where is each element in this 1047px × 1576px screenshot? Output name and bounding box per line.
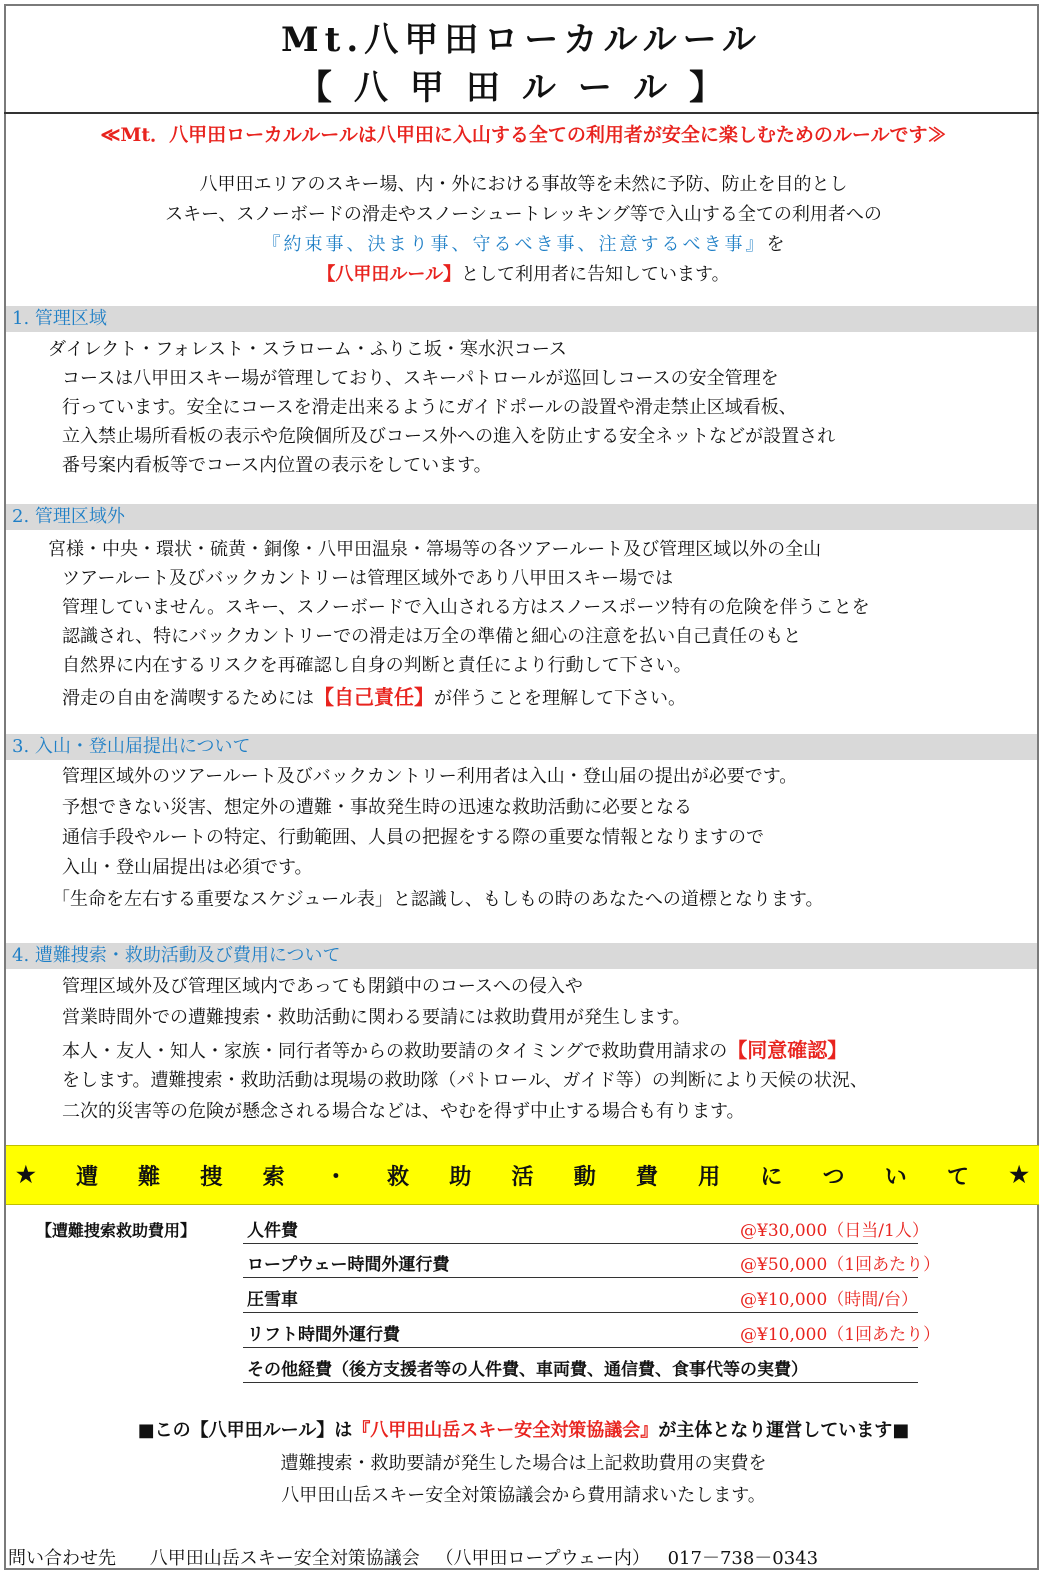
banner-char: ・ <box>324 1163 347 1190</box>
section-4-line: 二次的災害等の危険が懸念される場合などは、やむを得ず中止する場合も有ります。 <box>62 1101 745 1122</box>
section-1-line: コースは八甲田スキー場が管理しており、スキーパトロールが巡回しコースの安全管理を <box>62 368 779 389</box>
star-icon: ★ <box>16 1162 36 1188</box>
banner-char: 用 <box>698 1163 721 1190</box>
self-responsibility: 【自己責任】 <box>314 685 434 709</box>
section-3-heading: 3. 入山・登山届提出について <box>6 734 1037 760</box>
section-1-line: ダイレクト・フォレスト・スラローム・ふりこ坂・寒水沢コース <box>48 339 567 360</box>
banner-char: 動 <box>573 1163 596 1190</box>
fee-amount: @¥30,000（日当/1人） <box>740 1221 929 1241</box>
page-subtitle: 【八甲田ルール】 <box>297 68 746 108</box>
fee-amount: @¥50,000（1回あたり） <box>740 1255 941 1275</box>
fee-row <box>243 1318 941 1348</box>
billing-note: 遭難捜索・救助要請が発生した場合は上記救助費用の実費を <box>280 1453 767 1474</box>
contact-label: 問い合わせ先 <box>8 1548 116 1569</box>
fee-name: ロープウェー時間外運行費 <box>247 1255 450 1275</box>
section-2-line: 宮様・中央・環状・硫黄・銅像・八甲田温泉・箒場等の各ツアールート及び管理区域以外の全山 <box>48 539 822 560</box>
section-3-line: 「生命を左右する重要なスケジュール表」と認識し、もしもの時のあなたへの道標となります。 <box>52 889 824 910</box>
banner-char: に <box>760 1163 783 1190</box>
section-3-line: 入山・登山届提出は必須です。 <box>62 857 313 878</box>
operator-note <box>0 1416 1047 1442</box>
billing-note: 八甲田山岳スキー安全対策協議会から費用請求いたします。 <box>281 1485 766 1506</box>
star-icon: ★ <box>1009 1162 1029 1188</box>
section-4-line: をします。遭難捜索・救助活動は現場の救助隊（パトロール、ガイド等）の判断により天候の状況、 <box>62 1070 868 1091</box>
banner-char: 遭 <box>75 1163 98 1190</box>
operator-suffix: が主体となり運営しています■ <box>658 1420 910 1441</box>
section-2-line: 管理していません。スキー、スノーボードで入山される方はスノースポーツ特有の危険を伴うことを <box>62 597 870 618</box>
page-title: Mt.八甲田ローカルルール <box>281 20 762 60</box>
section-2-last-prefix: 滑走の自由を満喫するためには <box>62 688 314 709</box>
banner-char: 捜 <box>200 1163 223 1190</box>
fee-name: リフト時間外運行費 <box>247 1325 400 1345</box>
section-1-line: 番号案内看板等でコース内位置の表示をしています。 <box>62 455 492 476</box>
banner-char: 索 <box>262 1163 285 1190</box>
rules-phrase: 『約束事、決まり事、守るべき事、注意するべき事』 <box>262 234 767 255</box>
section-1-heading: 1. 管理区域 <box>6 306 1037 332</box>
fee-name: 圧雪車 <box>247 1290 298 1310</box>
section-3-line: 管理区域外のツアールート及びバックカントリー利用者は入山・登山届の提出が必要です。 <box>62 766 798 787</box>
title-box <box>4 4 1039 114</box>
tagline: ≪Mt．八甲田ローカルルールは八甲田に入山する全ての利用者が安全に楽しむためのルールです≫ <box>100 124 947 146</box>
section-1-line: 立入禁止場所看板の表示や危険個所及びコース外への進入を防止する安全ネットなどが設置され <box>62 426 836 447</box>
fee-name: その他経費（後方支援者等の人件費、車両費、通信費、食事代等の実費） <box>247 1360 808 1380</box>
banner-char: 費 <box>635 1163 658 1190</box>
fees-label: 【遭難捜索救助費用】 <box>36 1221 197 1240</box>
intro-line <box>0 230 1047 256</box>
section-4-line <box>62 1038 847 1064</box>
section-2-line: 自然界に内在するリスクを再確認し自身の判断と責任により行動して下さい。 <box>62 655 692 676</box>
section-2-last-suffix: が伴うことを理解して下さい。 <box>434 688 686 709</box>
banner-char: 難 <box>138 1163 161 1190</box>
banner-char: 救 <box>387 1163 410 1190</box>
contact-info <box>8 1544 846 1570</box>
intro-suffix: として利用者に告知しています。 <box>461 264 730 285</box>
fee-row <box>243 1283 918 1313</box>
contact-phone: 017－738－0343 <box>667 1548 819 1569</box>
banner-char: い <box>884 1163 907 1190</box>
banner-char: つ <box>822 1163 845 1190</box>
section-3-line: 予想できない災害、想定外の遭難・事故発生時の迅速な救助活動に必要となる <box>62 797 692 818</box>
section-2-heading: 2. 管理区域外 <box>6 504 1037 530</box>
banner-char: 活 <box>511 1163 534 1190</box>
section-2-line: ツアールート及びバックカントリーは管理区域外であり八甲田スキー場では <box>62 568 674 589</box>
intro-line: 八甲田エリアのスキー場、内・外における事故等を未然に予防、防止を目的とし <box>199 174 848 195</box>
fee-name: 人件費 <box>247 1221 298 1241</box>
operator-prefix: ■この【八甲田ルール】は <box>137 1420 353 1441</box>
section-2-line: 認識され、特にバックカントリーでの滑走は万全の準備と細心の注意を払い自己責任のもと <box>62 626 802 647</box>
section-2-line <box>62 685 686 711</box>
section-1-line: 行っています。安全にコースを滑走出来るようにガイドポールの設置や滑走禁止区域看板、 <box>62 397 797 418</box>
fee-amount: @¥10,000（1回あたり） <box>740 1325 941 1345</box>
council-name: 『八甲田山岳スキー安全対策協議会』 <box>352 1420 659 1441</box>
intro-line <box>0 260 1047 286</box>
intro-line: スキー、スノーボードの滑走やスノーシュートレッキング等で入山する全ての利用者への <box>165 204 882 225</box>
section-3-line: 通信手段やルートの特定、行動範囲、人員の把握をする際の重要な情報となりますので <box>62 827 764 848</box>
contact-location: （八甲田ロープウェー内） <box>435 1548 650 1569</box>
section-4-heading: 4. 遭難捜索・救助活動及び費用について <box>6 943 1037 969</box>
intro-suffix: を <box>766 234 785 255</box>
banner-char: て <box>947 1163 970 1190</box>
banner-char: 助 <box>449 1163 472 1190</box>
rules-name: 【八甲田ルール】 <box>317 264 462 285</box>
fee-row <box>243 1248 941 1278</box>
rescue-fees-banner <box>6 1145 1039 1205</box>
fee-row <box>243 1353 918 1383</box>
consent-confirmation: 【同意確認】 <box>727 1038 848 1062</box>
section-4-line: 営業時間外での遭難捜索・救助活動に関わる要請には救助費用が発生します。 <box>62 1007 691 1028</box>
contact-org: 八甲田山岳スキー安全対策協議会 <box>149 1548 420 1569</box>
section-4-line: 管理区域外及び管理区域内であっても閉鎖中のコースへの侵入や <box>62 976 583 997</box>
fee-row <box>243 1214 929 1244</box>
fee-amount: @¥10,000（時間/台） <box>740 1290 919 1310</box>
section-4-consent-prefix: 本人・友人・知人・家族・同行者等からの救助要請のタイミングで救助費用請求の <box>62 1041 728 1062</box>
